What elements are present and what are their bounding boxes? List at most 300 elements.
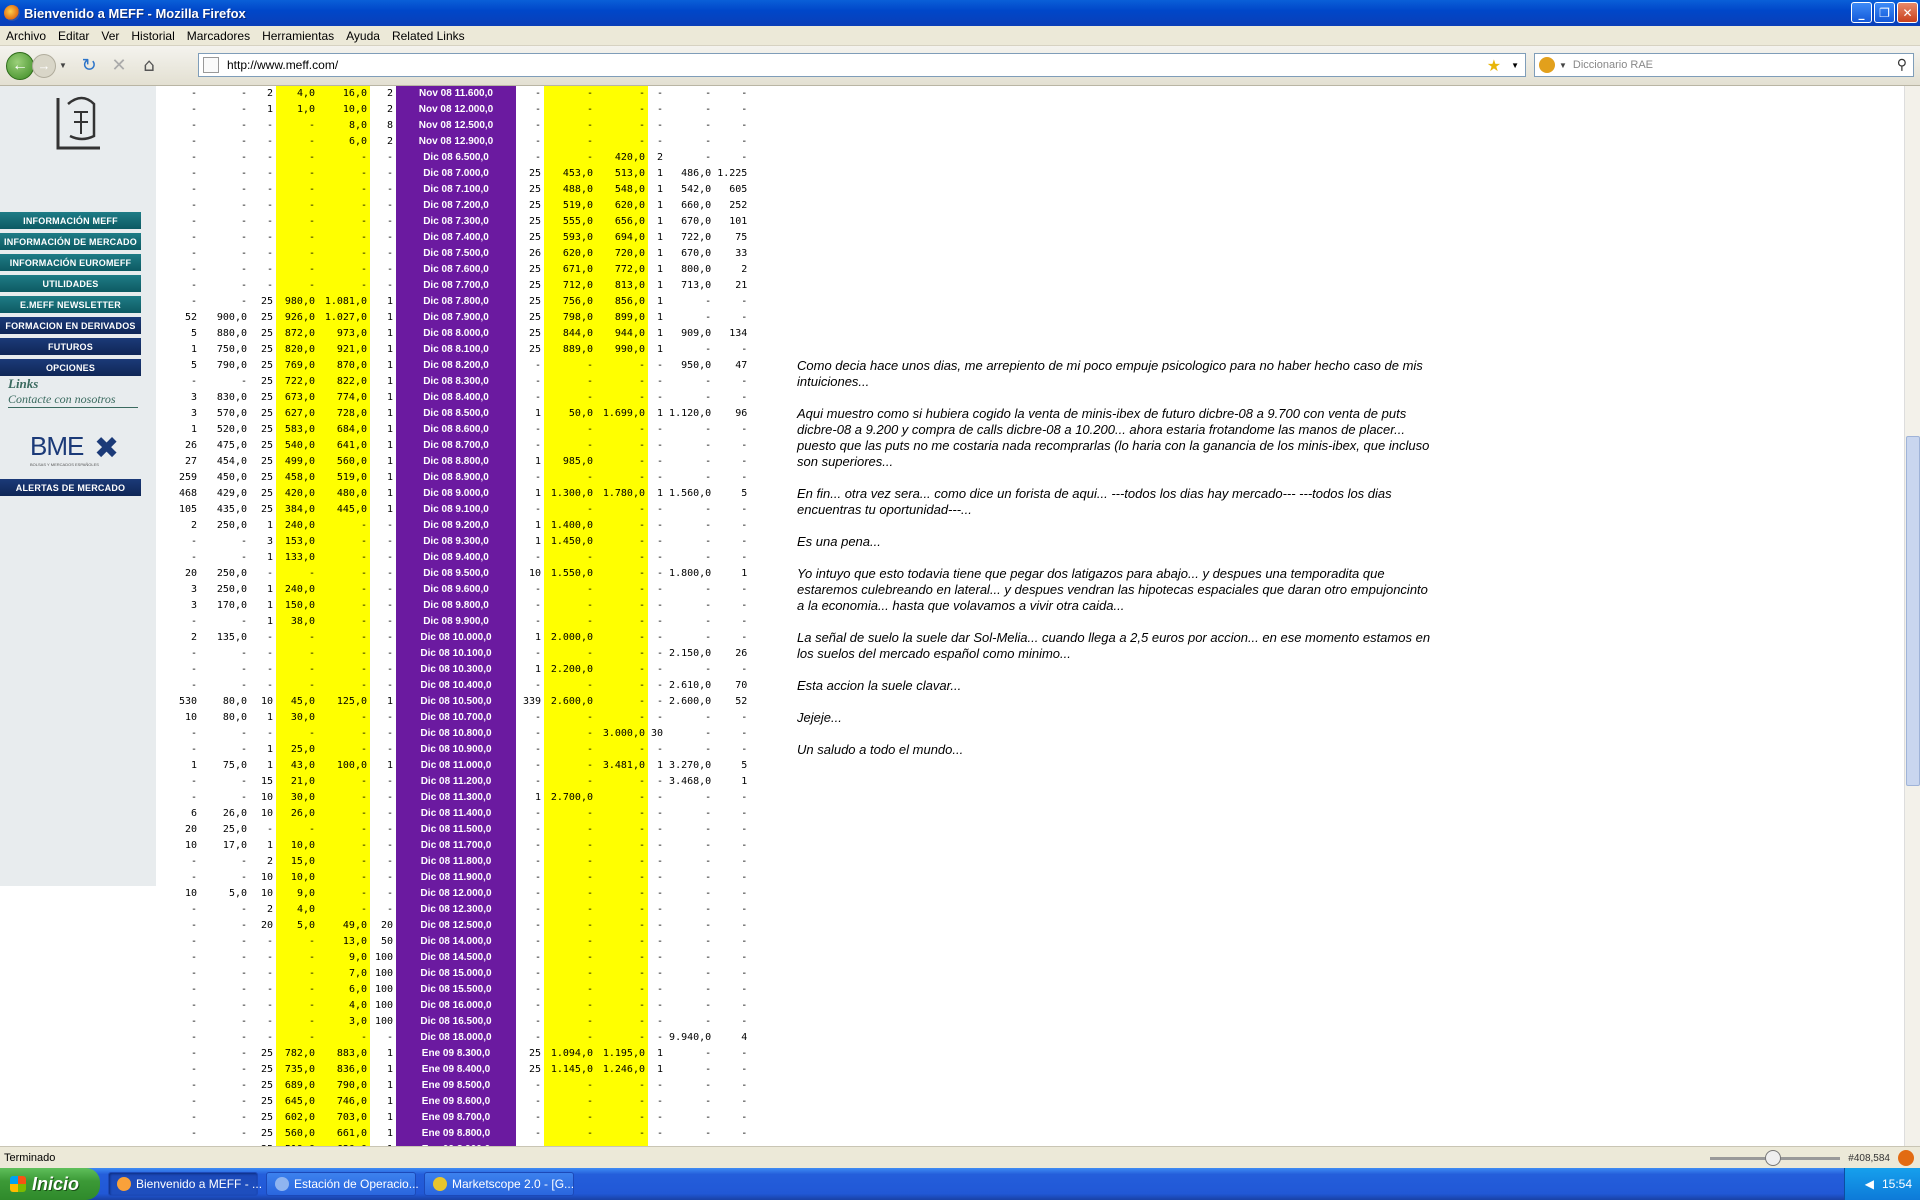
table-cell: - [705,856,712,867]
table-cell: - [534,984,541,995]
bookmark-star-icon[interactable]: ★ [1486,55,1502,75]
strike-cell[interactable]: Ene 09 8.300,0 [396,1046,516,1062]
sidebar-item-opciones[interactable]: OPCIONES [0,359,141,376]
table-cell: - [544,102,596,118]
strike-cell[interactable]: Dic 08 7.800,0 [396,294,516,310]
table-cell: 25 [528,296,541,307]
table-cell: - [190,616,197,627]
table-cell: - [741,120,748,131]
links-title[interactable]: Links [8,376,39,391]
strike-cell[interactable]: Dic 08 9.800,0 [396,598,516,614]
strike-cell[interactable]: Ene 09 8.500,0 [396,1078,516,1094]
table-cell: - [266,152,273,163]
table-cell: - [657,568,664,579]
table-row [160,694,750,710]
table-cell: - [318,182,370,198]
market-alerts-button[interactable]: ALERTAS DE MERCADO [0,479,141,496]
strike-cell[interactable]: Dic 08 7.000,0 [396,166,516,182]
table-cell: - [657,856,664,867]
table-cell: 170,0 [216,600,247,611]
strike-cell[interactable]: Dic 08 9.400,0 [396,550,516,566]
table-cell: 5,0 [228,888,247,899]
table-cell: 25 [528,216,541,227]
strike-cell[interactable]: Dic 08 10.800,0 [396,726,516,742]
strike-cell[interactable]: Dic 08 12.000,0 [396,886,516,902]
table-cell: - [318,150,370,166]
table-cell: 1,0 [276,102,318,118]
table-cell: 1 [657,1064,664,1075]
strike-cell[interactable]: Dic 08 11.800,0 [396,854,516,870]
post-paragraph: La señal de suelo la suele dar Sol-Melia... cuando llega a 2,5 euros por accion... en ese momento estamos en los suelos del mercado español como minimo... [797,630,1431,661]
table-cell: 1 [386,312,393,323]
table-cell: - [190,952,197,963]
table-cell: 1 [657,168,664,179]
bme-logo[interactable] [30,431,130,475]
table-cell: - [741,472,748,483]
table-cell: 772,0 [596,262,648,278]
menu-marcadores[interactable]: Marcadores [186,28,251,43]
table-cell: - [386,520,393,531]
table-cell: - [596,854,648,870]
strike-cell[interactable]: Dic 08 8.900,0 [396,470,516,486]
table-cell: 1 [386,408,393,419]
table-row [160,886,750,902]
table-cell: 889,0 [544,342,596,358]
table-cell: - [386,168,393,179]
table-cell: 10,0 [276,870,318,886]
table-cell: 570,0 [216,408,247,419]
table-cell: 25 [260,392,273,403]
url-text[interactable]: http://www.meff.com/ [227,58,339,72]
strike-cell[interactable]: Dic 08 11.900,0 [396,870,516,886]
table-cell: 2 [190,520,197,531]
table-cell: 769,0 [276,358,318,374]
table-cell: 1 [266,744,273,755]
table-cell: - [240,968,247,979]
table-cell: - [386,616,393,627]
table-cell: - [705,152,712,163]
table-cell: - [190,680,197,691]
table-cell: - [657,1016,664,1027]
table-row [160,758,750,774]
table-cell: - [266,280,273,291]
strike-cell[interactable]: Dic 08 10.000,0 [396,630,516,646]
table-cell: - [741,152,748,163]
table-cell: 720,0 [596,246,648,262]
strike-cell[interactable]: Dic 08 14.000,0 [396,934,516,950]
table-cell: - [190,232,197,243]
table-cell: - [741,1064,748,1075]
table-row [160,902,750,918]
table-cell: - [266,1016,273,1027]
table-cell: - [544,550,596,566]
table-cell: 602,0 [276,1110,318,1126]
table-cell: - [240,1048,247,1059]
table-cell: - [240,856,247,867]
table-cell: 252 [729,200,748,211]
strike-cell[interactable]: Dic 08 9.000,0 [396,486,516,502]
sidebar-item-informaci-n-de-mercado[interactable]: INFORMACIÓN DE MERCADO [0,233,141,250]
table-cell: 2.000,0 [544,630,596,646]
table-cell: - [318,614,370,630]
strike-cell[interactable]: Dic 08 11.200,0 [396,774,516,790]
table-cell: - [266,216,273,227]
table-cell: 475,0 [216,440,247,451]
forum-post [797,358,1437,774]
windows-logo-icon [10,1176,26,1192]
strike-cell[interactable]: Dic 08 18.000,0 [396,1030,516,1046]
table-cell: - [266,936,273,947]
table-cell: 921,0 [318,342,370,358]
table-cell: 75 [735,232,748,243]
table-cell: 909,0 [681,328,712,339]
table-cell: 782,0 [276,1046,318,1062]
strike-cell[interactable]: Dic 08 12.300,0 [396,902,516,918]
menu-archivo[interactable]: Archivo [6,28,47,43]
table-cell: 627,0 [276,406,318,422]
url-dropdown-icon[interactable]: ▼ [1511,60,1519,70]
table-cell: - [596,598,648,614]
table-cell: - [544,870,596,886]
strike-cell[interactable]: Dic 08 10.100,0 [396,646,516,662]
table-cell: - [544,934,596,950]
table-cell: - [741,520,748,531]
strike-cell[interactable]: Nov 08 12.500,0 [396,118,516,134]
strike-cell[interactable]: Dic 08 10.900,0 [396,742,516,758]
table-cell: 15,0 [276,854,318,870]
table-cell: - [240,936,247,947]
table-cell: 1 [741,776,748,787]
table-cell: 80,0 [222,696,247,707]
maximize-button[interactable]: ❐ [1874,2,1895,23]
strike-cell[interactable]: Dic 08 11.700,0 [396,838,516,854]
table-row [160,710,750,726]
strike-cell[interactable]: Dic 08 7.400,0 [396,230,516,246]
table-cell: 540,0 [276,438,318,454]
table-cell: 25 [260,424,273,435]
table-cell: 10 [184,888,197,899]
table-cell: - [705,584,712,595]
table-cell: - [318,870,370,886]
table-cell: - [534,1112,541,1123]
table-cell: - [386,792,393,803]
tray-icon[interactable]: ◀ [1864,1177,1874,1191]
strike-cell[interactable]: Dic 08 7.700,0 [396,278,516,294]
table-cell: 10 [260,808,273,819]
table-cell: - [534,744,541,755]
sidebar-item-informaci-n-meff[interactable]: INFORMACIÓN MEFF [0,212,141,229]
table-cell: - [190,776,197,787]
table-cell: - [657,808,664,819]
table-cell: - [240,136,247,147]
strike-cell[interactable]: Dic 08 16.000,0 [396,998,516,1014]
table-cell: - [318,582,370,598]
table-cell: 530 [178,696,197,707]
table-cell: 25,0 [276,742,318,758]
table-cell: 52 [735,696,748,707]
table-cell: 980,0 [276,294,318,310]
back-arrow-icon[interactable]: ← [6,52,34,80]
table-cell: - [544,1110,596,1126]
table-cell: - [386,584,393,595]
table-cell: - [190,120,197,131]
table-cell: - [534,680,541,691]
strike-cell[interactable]: Dic 08 9.500,0 [396,566,516,582]
strike-cell[interactable]: Dic 08 8.000,0 [396,326,516,342]
scrollbar-thumb[interactable] [1906,436,1920,786]
strike-cell[interactable]: Dic 08 7.500,0 [396,246,516,262]
table-cell: 900,0 [216,312,247,323]
strike-cell[interactable]: Dic 08 11.500,0 [396,822,516,838]
table-cell: 150,0 [276,598,318,614]
table-cell: - [240,264,247,275]
strike-cell[interactable]: Dic 08 9.300,0 [396,534,516,550]
table-cell: - [266,984,273,995]
task-firefox[interactable] [108,1172,263,1196]
table-cell: - [386,184,393,195]
table-cell: 30,0 [276,710,318,726]
table-cell: 3 [190,584,197,595]
menu-ayuda[interactable]: Ayuda [346,28,380,43]
table-cell: - [596,694,648,710]
table-cell: - [657,472,664,483]
table-cell: - [190,856,197,867]
table-cell: - [596,534,648,550]
table-cell: - [386,536,393,547]
table-cell: - [705,792,712,803]
strike-cell[interactable]: Ene 09 8.700,0 [396,1110,516,1126]
strike-cell[interactable]: Nov 08 12.000,0 [396,102,516,118]
table-cell: - [657,440,664,451]
table-cell: - [318,630,370,646]
strike-cell[interactable]: Dic 08 11.300,0 [396,790,516,806]
table-cell: 100 [374,1016,393,1027]
strike-cell[interactable]: Dic 08 15.500,0 [396,982,516,998]
contact-link[interactable]: Contacte con nosotros [8,392,138,408]
menu-herramientas[interactable]: Herramientas [262,28,335,43]
table-cell: - [534,808,541,819]
forward-arrow-icon[interactable]: → [32,54,56,78]
strike-cell[interactable]: Dic 08 12.500,0 [396,918,516,934]
table-cell: - [596,422,648,438]
table-cell: - [657,136,664,147]
table-cell: - [534,360,541,371]
strike-cell[interactable]: Dic 08 9.100,0 [396,502,516,518]
table-cell: - [190,1096,197,1107]
search-placeholder[interactable]: Diccionario RAE [1572,59,1654,71]
table-cell: 1 [534,792,541,803]
table-row [160,566,750,582]
table-cell: - [534,1080,541,1091]
table-cell: 1 [534,456,541,467]
table-cell: 1 [386,344,393,355]
table-cell: 1.246,0 [596,1062,648,1078]
table-cell: 746,0 [318,1094,370,1110]
strike-cell[interactable]: Dic 08 9.200,0 [396,518,516,534]
table-cell: - [596,934,648,950]
table-cell: - [544,1094,596,1110]
strike-cell[interactable]: Dic 08 7.200,0 [396,198,516,214]
strike-cell[interactable]: Nov 08 11.600,0 [396,86,516,102]
strike-cell[interactable]: Dic 08 7.300,0 [396,214,516,230]
strike-cell[interactable]: Dic 08 11.400,0 [396,806,516,822]
table-cell: 75,0 [222,760,247,771]
close-button[interactable]: ✕ [1897,2,1918,23]
strike-cell[interactable]: Dic 08 8.700,0 [396,438,516,454]
table-cell: 15 [260,776,273,787]
strike-cell[interactable]: Dic 08 6.500,0 [396,150,516,166]
strike-cell[interactable]: Dic 08 7.100,0 [396,182,516,198]
table-cell: - [386,264,393,275]
table-cell: 30,0 [276,790,318,806]
menu-ver[interactable]: Ver [101,28,120,43]
history-dropdown-icon[interactable]: ▼ [59,61,67,70]
table-cell: 25 [528,1064,541,1075]
table-cell: - [318,822,370,838]
strike-cell[interactable]: Ene 09 8.800,0 [396,1126,516,1142]
table-cell: - [596,102,648,118]
table-cell: - [705,504,712,515]
table-cell: 1.094,0 [544,1046,596,1062]
table-cell: 844,0 [544,326,596,342]
vertical-scrollbar[interactable] [1904,86,1920,1146]
search-icon[interactable]: ⚲ [1896,57,1907,73]
table-cell: - [534,120,541,131]
strike-cell[interactable]: Ene 09 8.400,0 [396,1062,516,1078]
table-cell: - [657,376,664,387]
stop-icon[interactable]: ✕ [111,55,127,76]
table-cell: 454,0 [216,456,247,467]
search-engine-icon[interactable] [1539,57,1555,73]
table-cell: 3 [190,408,197,419]
table-cell: - [544,646,596,662]
options-price-table [160,86,750,1158]
table-cell: 735,0 [276,1062,318,1078]
table-cell: 1 [534,520,541,531]
table-cell: - [276,822,318,838]
meff-sidebar [0,86,156,886]
table-cell: 1 [657,296,664,307]
strike-cell[interactable]: Dic 08 8.600,0 [396,422,516,438]
table-cell: 250,0 [216,568,247,579]
table-cell: - [705,520,712,531]
table-cell: 5 [190,360,197,371]
table-cell: 30 [651,728,664,739]
table-cell: - [386,648,393,659]
zoom-slider-knob[interactable] [1765,1150,1781,1166]
table-cell: - [276,566,318,582]
zoom-slider[interactable] [1710,1157,1840,1160]
menu-editar[interactable]: Editar [58,28,90,43]
strike-cell[interactable]: Dic 08 7.600,0 [396,262,516,278]
strike-cell[interactable]: Dic 08 8.300,0 [396,374,516,390]
table-cell: 10 [528,568,541,579]
strike-cell[interactable]: Ene 09 8.600,0 [396,1094,516,1110]
table-cell: 9,0 [318,950,370,966]
table-cell: - [544,742,596,758]
strike-cell[interactable]: Dic 08 10.400,0 [396,678,516,694]
sidebar-item-formacion-en-derivados[interactable]: FORMACION EN DERIVADOS [0,317,141,334]
strike-cell[interactable]: Dic 08 16.500,0 [396,1014,516,1030]
table-cell: 50 [380,936,393,947]
sidebar-item-e-meff-newsletter[interactable]: E.MEFF NEWSLETTER [0,296,141,313]
table-cell: - [240,248,247,259]
strike-cell[interactable]: Dic 08 14.500,0 [396,950,516,966]
table-cell: 645,0 [276,1094,318,1110]
sidebar-item-informaci-n-euromeff[interactable]: INFORMACIÓN EUROMEFF [0,254,141,271]
address-bar[interactable] [198,53,1526,77]
table-cell: - [741,1000,748,1011]
table-cell: 25 [260,1080,273,1091]
table-cell: - [266,1000,273,1011]
strike-cell[interactable]: Dic 08 7.900,0 [396,310,516,326]
table-cell: - [657,664,664,675]
strike-cell[interactable]: Dic 08 10.300,0 [396,662,516,678]
table-row [160,246,750,262]
table-cell: - [386,152,393,163]
table-cell: 25 [260,296,273,307]
table-cell: - [190,88,197,99]
task-estacion[interactable] [266,1172,419,1196]
strike-cell[interactable]: Dic 08 15.000,0 [396,966,516,982]
task-marketscope[interactable] [424,1172,574,1196]
table-cell: - [386,776,393,787]
table-row [160,966,750,982]
strike-cell[interactable]: Dic 08 8.800,0 [396,454,516,470]
home-icon[interactable]: ⌂ [143,55,155,76]
table-cell: - [741,616,748,627]
strike-cell[interactable]: Dic 08 11.000,0 [396,758,516,774]
table-cell: 1.560,0 [669,488,712,499]
table-cell: 96 [735,408,748,419]
strike-cell[interactable]: Dic 08 9.600,0 [396,582,516,598]
strike-cell[interactable]: Dic 08 10.700,0 [396,710,516,726]
strike-cell[interactable]: Dic 08 8.500,0 [396,406,516,422]
strike-cell[interactable]: Dic 08 9.900,0 [396,614,516,630]
sidebar-item-utilidades[interactable]: UTILIDADES [0,275,141,292]
reload-icon[interactable]: ↻ [81,55,97,76]
table-cell: 3.270,0 [669,760,712,771]
table-cell: 689,0 [276,1078,318,1094]
engine-dropdown-icon[interactable]: ▼ [1559,60,1567,70]
table-cell: 153,0 [276,534,318,550]
search-box[interactable] [1534,53,1914,77]
status-addon-icon[interactable] [1898,1150,1914,1166]
table-cell: - [240,1080,247,1091]
table-row [160,1110,750,1126]
menu-related-links[interactable]: Related Links [391,28,465,43]
bme-x-icon: ✖ [94,431,120,466]
table-cell: 100,0 [318,758,370,774]
strike-cell[interactable]: Dic 08 8.100,0 [396,342,516,358]
strike-cell[interactable]: Dic 08 8.200,0 [396,358,516,374]
strike-cell[interactable]: Dic 08 10.500,0 [396,694,516,710]
table-cell: 2 [386,136,393,147]
task-label: Estación de Operacio... [294,1177,419,1191]
table-cell: - [318,742,370,758]
contact-links[interactable] [8,376,138,408]
start-button[interactable] [0,1168,100,1200]
menu-historial[interactable]: Historial [131,28,175,43]
strike-cell[interactable]: Nov 08 12.900,0 [396,134,516,150]
sidebar-item-futuros[interactable]: FUTUROS [0,338,141,355]
strike-cell[interactable]: Dic 08 8.400,0 [396,390,516,406]
minimize-button[interactable]: _ [1851,2,1872,23]
table-cell: 990,0 [596,342,648,358]
ie-task-icon [275,1177,289,1191]
table-row [160,86,750,102]
table-cell: - [534,936,541,947]
